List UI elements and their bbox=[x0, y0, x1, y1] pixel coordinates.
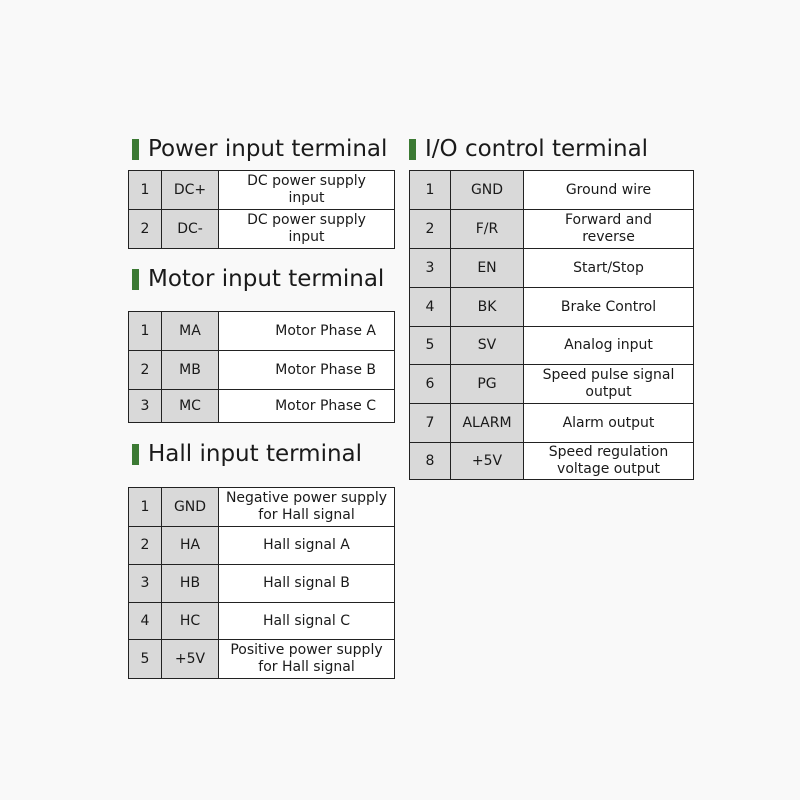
motor-title-text: Motor input terminal bbox=[148, 266, 385, 292]
pin-number: 4 bbox=[129, 603, 162, 640]
description-line: for Hall signal bbox=[258, 659, 355, 675]
hall-title-text: Hall input terminal bbox=[148, 441, 363, 467]
description-line: Speed pulse signal bbox=[542, 367, 675, 383]
io-title-text: I/O control terminal bbox=[425, 136, 649, 162]
title-marker bbox=[132, 139, 139, 160]
pin-code: BK bbox=[451, 288, 524, 327]
table-row bbox=[129, 603, 395, 640]
table-row bbox=[410, 249, 694, 288]
pin-description bbox=[524, 443, 694, 480]
io-section-title bbox=[409, 136, 648, 162]
title-marker bbox=[132, 269, 139, 290]
table-row bbox=[129, 312, 395, 351]
pin-description: Ground wire bbox=[524, 171, 694, 210]
pin-code: +5V bbox=[451, 443, 524, 480]
hall-terminal-table bbox=[128, 487, 395, 679]
pin-description bbox=[219, 171, 395, 210]
table-row bbox=[129, 171, 395, 210]
table-row bbox=[410, 365, 694, 404]
table-row bbox=[410, 404, 694, 443]
pin-number: 1 bbox=[129, 171, 162, 210]
table-row bbox=[129, 488, 395, 527]
motor-terminal-table bbox=[128, 311, 395, 423]
power-title-text: Power input terminal bbox=[148, 136, 388, 162]
pin-number: 3 bbox=[129, 390, 162, 423]
table-row bbox=[129, 390, 395, 423]
pin-description bbox=[219, 210, 395, 249]
pin-number: 2 bbox=[129, 210, 162, 249]
pin-code: GND bbox=[162, 488, 219, 527]
pin-code: GND bbox=[451, 171, 524, 210]
pin-description bbox=[524, 365, 694, 404]
description-line: output bbox=[585, 384, 632, 400]
pin-number: 2 bbox=[129, 527, 162, 565]
pin-description: Motor Phase A bbox=[219, 312, 395, 351]
pin-description: Start/Stop bbox=[524, 249, 694, 288]
description-line: Positive power supply bbox=[230, 642, 383, 658]
pin-code: HC bbox=[162, 603, 219, 640]
pin-number: 6 bbox=[410, 365, 451, 404]
pin-number: 2 bbox=[410, 210, 451, 249]
pin-number: 8 bbox=[410, 443, 451, 480]
pin-code: ALARM bbox=[451, 404, 524, 443]
title-marker bbox=[409, 139, 416, 160]
pin-description: Brake Control bbox=[524, 288, 694, 327]
table-row bbox=[410, 171, 694, 210]
pin-code: +5V bbox=[162, 640, 219, 679]
description-line: Speed regulation bbox=[548, 444, 669, 460]
table-row bbox=[129, 527, 395, 565]
pin-description: Motor Phase C bbox=[219, 390, 395, 423]
pin-number: 3 bbox=[410, 249, 451, 288]
pin-description: Hall signal B bbox=[219, 565, 395, 603]
pin-description bbox=[524, 210, 694, 249]
description-line: Negative power supply bbox=[225, 490, 388, 506]
pin-code: MB bbox=[162, 351, 219, 390]
pin-description: Hall signal C bbox=[219, 603, 395, 640]
pin-number: 1 bbox=[129, 488, 162, 527]
table-row bbox=[410, 327, 694, 365]
pin-number: 4 bbox=[410, 288, 451, 327]
pin-code: HA bbox=[162, 527, 219, 565]
pin-code: MA bbox=[162, 312, 219, 351]
power-section-title bbox=[132, 136, 387, 162]
pin-number: 1 bbox=[129, 312, 162, 351]
pin-code: F/R bbox=[451, 210, 524, 249]
pin-code: HB bbox=[162, 565, 219, 603]
pin-code: DC- bbox=[162, 210, 219, 249]
pin-code: SV bbox=[451, 327, 524, 365]
description-line: for Hall signal bbox=[258, 507, 355, 523]
pin-description: Motor Phase B bbox=[219, 351, 395, 390]
description-line: input bbox=[288, 190, 325, 206]
description-line: DC power supply bbox=[247, 212, 366, 228]
pin-number: 7 bbox=[410, 404, 451, 443]
pin-code: EN bbox=[451, 249, 524, 288]
pin-number: 3 bbox=[129, 565, 162, 603]
pin-code: DC+ bbox=[162, 171, 219, 210]
pin-description bbox=[219, 488, 395, 527]
table-row bbox=[410, 210, 694, 249]
title-marker bbox=[132, 444, 139, 465]
description-line: Forward and bbox=[564, 212, 653, 228]
hall-section-title bbox=[132, 441, 362, 467]
motor-section-title bbox=[132, 266, 384, 292]
description-line: reverse bbox=[582, 229, 635, 245]
pin-description bbox=[219, 640, 395, 679]
pin-number: 5 bbox=[129, 640, 162, 679]
io-terminal-table bbox=[409, 170, 694, 480]
pin-number: 2 bbox=[129, 351, 162, 390]
pin-number: 5 bbox=[410, 327, 451, 365]
table-row bbox=[129, 351, 395, 390]
table-row bbox=[129, 565, 395, 603]
pin-description: Analog input bbox=[524, 327, 694, 365]
pin-description: Hall signal A bbox=[219, 527, 395, 565]
table-row bbox=[129, 640, 395, 679]
table-row bbox=[410, 443, 694, 480]
pin-code: MC bbox=[162, 390, 219, 423]
power-terminal-table bbox=[128, 170, 395, 249]
pin-number: 1 bbox=[410, 171, 451, 210]
description-line: DC power supply bbox=[247, 173, 366, 189]
description-line: voltage output bbox=[557, 461, 660, 477]
description-line: input bbox=[288, 229, 325, 245]
table-row bbox=[410, 288, 694, 327]
pin-code: PG bbox=[451, 365, 524, 404]
table-row bbox=[129, 210, 395, 249]
pin-description: Alarm output bbox=[524, 404, 694, 443]
